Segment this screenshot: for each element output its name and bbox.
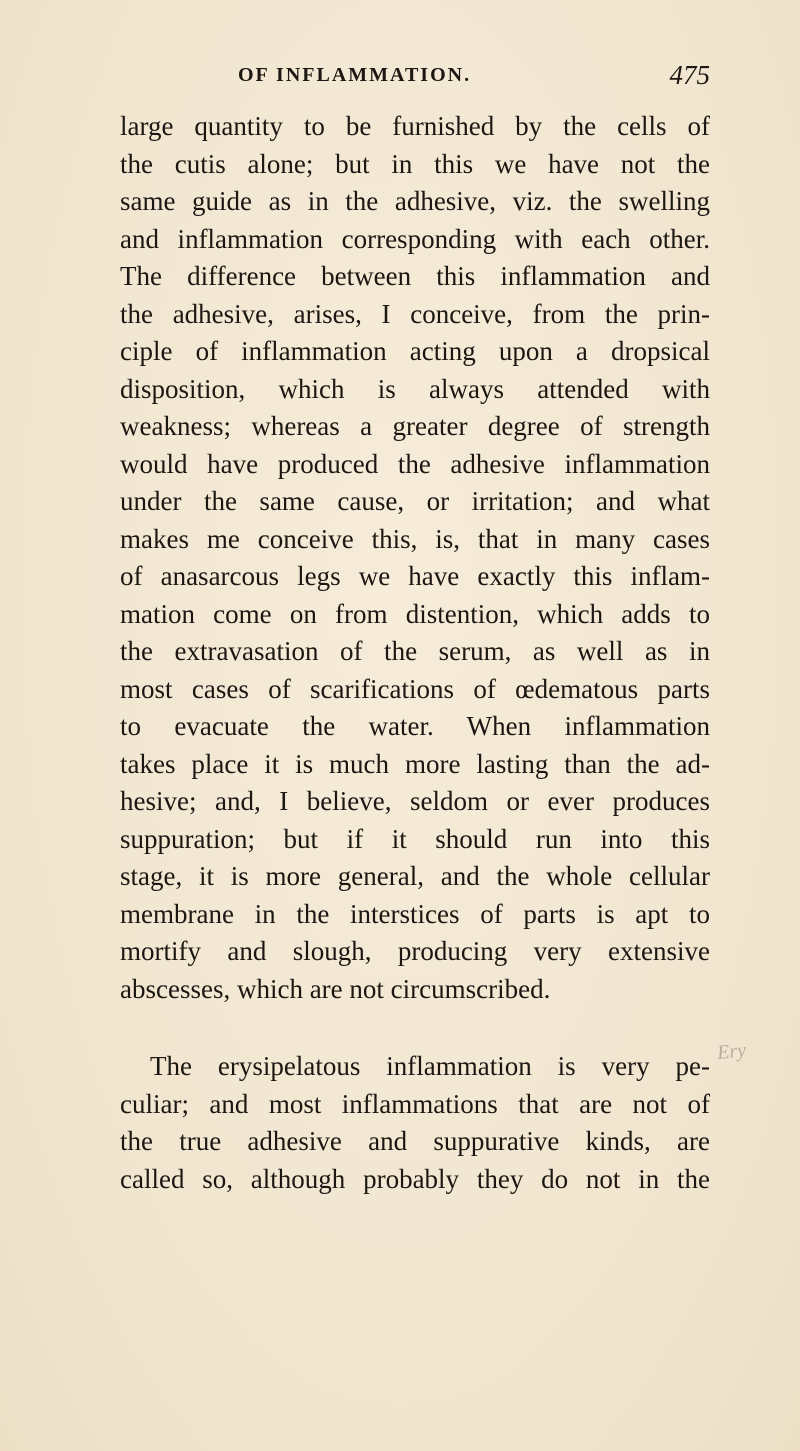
text-line: of anasarcous legs we have exactly this inflam- bbox=[120, 561, 710, 591]
text-line: ciple of inflammation acting upon a dropsical bbox=[120, 336, 710, 366]
text-line: and inflammation corresponding with each other. bbox=[120, 223, 710, 254]
text-line: The difference between this inflammation and bbox=[120, 261, 710, 291]
text-line: large quantity to be furnished by the cells of bbox=[120, 111, 710, 141]
text-line: takes place it is much more lasting than the ad- bbox=[120, 748, 710, 779]
paragraph-gap bbox=[120, 1008, 710, 1048]
running-title: OF INFLAMMATION. bbox=[238, 64, 472, 86]
text-line: under the same cause, or irritation; and what bbox=[120, 486, 710, 516]
text-line: membrane in the interstices of parts is apt to bbox=[120, 898, 710, 929]
text-line: same guide as in the adhesive, viz. the swelling bbox=[120, 186, 710, 216]
text-line: stage, it is more general, and the whole cellular bbox=[120, 861, 710, 891]
margin-annotation: Ery bbox=[716, 1039, 748, 1065]
text-line: mortify and slough, producing very extensive bbox=[120, 936, 710, 966]
text-line: culiar; and most inflammations that are not of bbox=[120, 1088, 710, 1119]
body-text bbox=[120, 108, 710, 1198]
text-line: disposition, which is always attended with bbox=[120, 373, 710, 404]
text-line: suppuration; but if it should run into this bbox=[120, 823, 710, 854]
text-line: the adhesive, arises, I conceive, from the prin- bbox=[120, 298, 710, 329]
text-line: the extravasation of the serum, as well as in bbox=[120, 636, 710, 666]
paragraph-2 bbox=[120, 1048, 710, 1198]
text-line: the true adhesive and suppurative kinds, are bbox=[120, 1126, 710, 1156]
text-line: weakness; whereas a greater degree of strength bbox=[120, 411, 710, 441]
text-line: The erysipelatous inflammation is very pe- bbox=[150, 1051, 710, 1081]
text-line: makes me conceive this, is, that in many cases bbox=[120, 523, 710, 554]
text-line: to evacuate the water. When inflammation bbox=[120, 711, 710, 741]
paragraph-1 bbox=[120, 108, 710, 1008]
text-line: called so, although probably they do not in the bbox=[120, 1163, 710, 1194]
text-line: most cases of scarifications of œdematous parts bbox=[120, 673, 710, 704]
text-line: abscesses, which are not circumscribed. bbox=[120, 973, 551, 1004]
text-line: mation come on from distention, which adds to bbox=[120, 598, 710, 629]
page-header bbox=[120, 62, 710, 96]
text-line: would have produced the adhesive inflammation bbox=[120, 448, 710, 479]
text-line: hesive; and, I believe, seldom or ever produces bbox=[120, 786, 710, 816]
page-number: 475 bbox=[669, 60, 710, 90]
text-line: the cutis alone; but in this we have not the bbox=[120, 148, 710, 179]
